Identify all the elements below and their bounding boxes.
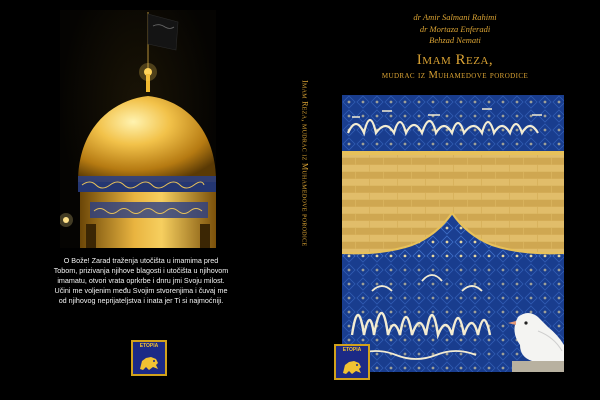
author-3: Behzad Nemati	[429, 35, 481, 45]
publisher-logo-text-front: ETOPIA	[342, 347, 362, 353]
title-line-2: mudrac iz Muhamedove porodice	[381, 70, 529, 81]
spine-title	[299, 80, 311, 350]
golden-dome-photo	[60, 10, 216, 248]
lion-logo-icon	[340, 355, 364, 377]
author-1: dr Amir Salmani Rahimi	[413, 12, 497, 22]
author-list	[360, 12, 550, 47]
publisher-logo-front	[334, 344, 370, 380]
prayer-text: O Bože! Zarad traženja utočišta u imamima pred Tobom, prizivanja njihove blagosti i utočišta u njihovom imamatu, otvori vrata oprkrbe i dnru jmi Svoju milost. Učini me voljenim među Svojim stvorenjima i čuvaj me od njihovog neprijateljstva i inata jer Ti si najmoćniji.	[53, 256, 229, 305]
spine-title-text: Imam Reza, mudrac iz Muhamedove porodice	[300, 80, 310, 247]
publisher-logo-back	[131, 340, 167, 376]
tile-calligraphy-photo	[342, 95, 564, 372]
golden-dome-illustration	[60, 10, 216, 248]
lion-logo-icon	[137, 351, 161, 373]
author-2: dr Mortaza Enferadi	[419, 23, 491, 34]
book-title	[330, 52, 580, 83]
tile-wall-illustration	[342, 95, 564, 372]
publisher-logo-text: ETOPIA	[139, 343, 159, 349]
title-line-1: Imam Reza,	[416, 52, 494, 68]
